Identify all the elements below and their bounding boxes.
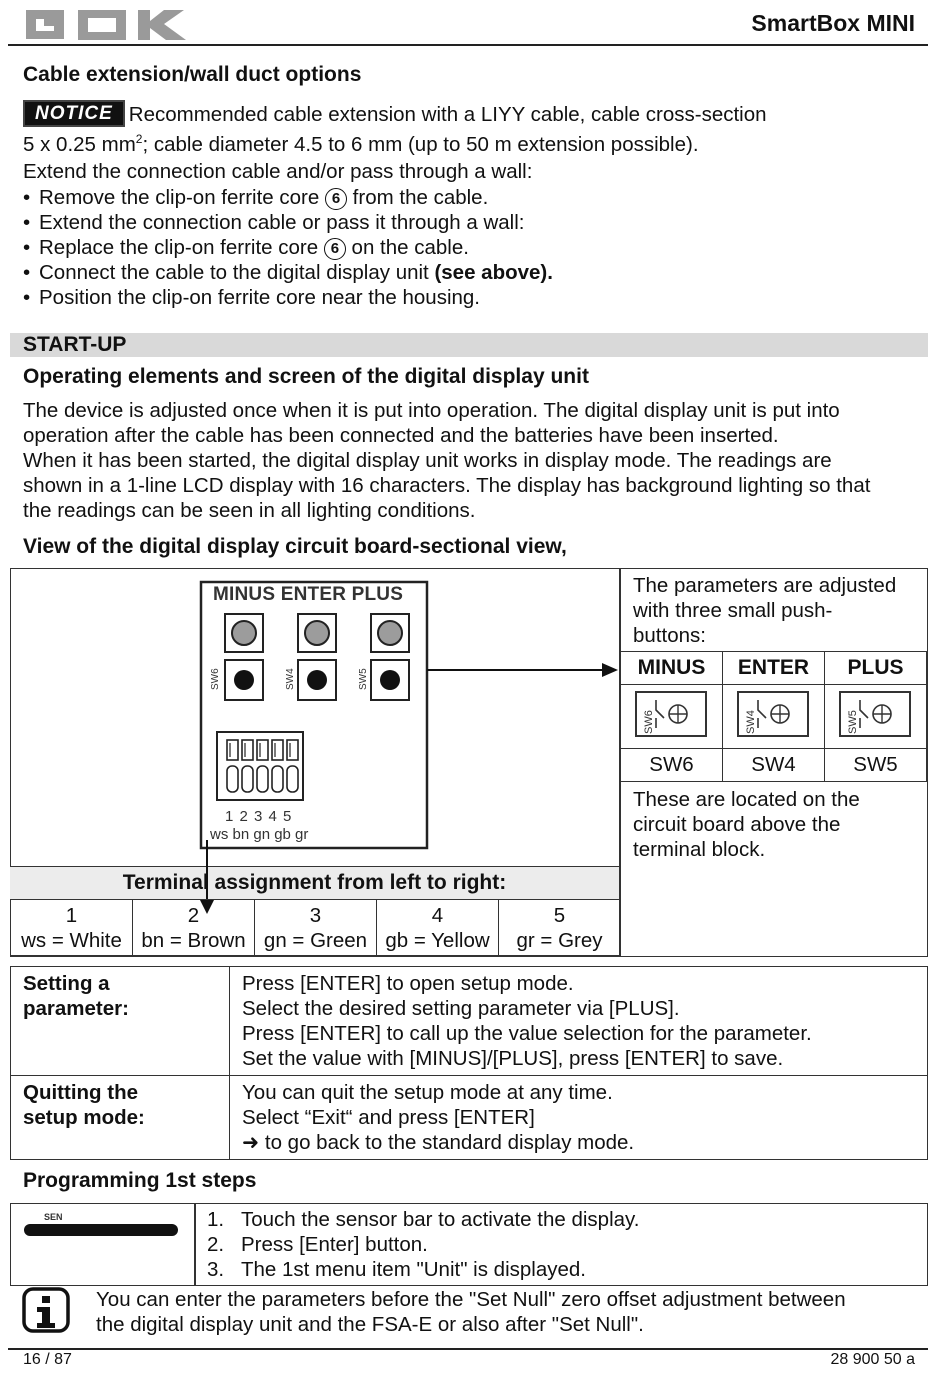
- quit-setup-steps: You can quit the setup mode at any time. Select “Exit“ and press [ENTER] ➜ to go back to the standard display mode.: [230, 1076, 928, 1160]
- startup-paragraph: The device is adjusted once when it is put into operation. The digital display unit is put into operation after the cable has been connected and the batteries have been inserted. When it has been started, the digital display unit works in display mode. The readings are shown in a 1-line LCD display with 16 characters. The display has background lighting so that the readings can be seen in all lighting conditions.: [23, 399, 871, 522]
- circuit-board-drawing: [12, 570, 618, 866]
- header-rule: [8, 44, 928, 46]
- params-location: These are located on the circuit board above the terminal block.: [633, 788, 860, 861]
- notice-paragraph: [23, 100, 767, 157]
- params-intro: The parameters are adjusted with three small push- buttons:: [633, 574, 897, 647]
- svg-text:SW5: SW5: [846, 710, 859, 734]
- switch-sw5-icon: [825, 685, 927, 749]
- pushbutton-table: [620, 651, 927, 782]
- notice-sup: 2: [135, 132, 143, 146]
- sw-name: SW4: [723, 749, 825, 782]
- gok-logo: [22, 8, 200, 42]
- list-item: • Replace the clip-on ferrite core 6 on the cable.: [21, 235, 553, 260]
- document-title: SmartBox MINI: [751, 10, 915, 36]
- terminal-cell: 4 gb = Yellow: [377, 900, 499, 956]
- cable-intro: Extend the connection cable and/or pass through a wall:: [23, 160, 533, 183]
- board-sw5-label: SW5: [358, 668, 369, 690]
- switch-sw6-icon: [621, 685, 723, 749]
- terminal-table: [10, 899, 621, 956]
- switch-sw4-icon: [723, 685, 825, 749]
- terminal-cell: 2 bn = Brown: [133, 900, 255, 956]
- terminal-cell: 1 ws = White: [11, 900, 133, 956]
- programming-steps: 1. Touch the sensor bar to activate the display. 2. Press [Enter] button. 3. The 1st menu item "Unit" is displayed.: [207, 1208, 640, 1281]
- notice-text-1: Recommended cable extension with a LIYY cable, cable cross-section: [128, 103, 767, 126]
- quit-setup-label: Quitting the setup mode:: [11, 1076, 230, 1160]
- board-button-labels: MINUS ENTER PLUS: [213, 584, 404, 605]
- list-item: • Extend the connection cable or pass it through a wall:: [21, 210, 553, 235]
- footer-rule: [8, 1348, 928, 1350]
- setup-table: [10, 966, 928, 1160]
- sensor-bar-icon: [24, 1224, 178, 1236]
- list-item: • Connect the cable to the digital display unit (see above).: [21, 260, 553, 285]
- col-plus: PLUS: [825, 652, 927, 685]
- startup-bar: START-UP: [10, 333, 928, 357]
- terminal-heading: Terminal assignment from left to right:: [122, 871, 507, 894]
- board-sw4-label: SW4: [285, 668, 296, 690]
- programming-divider: [194, 1203, 196, 1286]
- sw-name: SW5: [825, 749, 927, 782]
- cable-steps-list: [21, 185, 553, 310]
- notice-badge: NOTICE: [23, 100, 125, 127]
- callout-6-icon: 6: [325, 188, 347, 210]
- view-heading: View of the digital display circuit board-sectional view,: [23, 535, 567, 558]
- terminal-heading-bar: [10, 866, 619, 900]
- setting-parameter-label: Setting a parameter:: [11, 967, 230, 1076]
- svg-text:SW4: SW4: [744, 710, 757, 734]
- page-number: 16 / 87: [23, 1351, 72, 1368]
- sw-name: SW6: [621, 749, 723, 782]
- arrow-right-icon: ➜: [242, 1131, 260, 1154]
- col-enter: ENTER: [723, 652, 825, 685]
- notice-text-2a: 5 x 0.25 mm: [23, 132, 136, 156]
- svg-text:SW6: SW6: [642, 710, 655, 734]
- info-note: You can enter the parameters before the "Set Null" zero offset adjustment between the digital display unit and the FSA-E or also after "Set Null".: [96, 1288, 846, 1336]
- info-icon: [22, 1287, 70, 1333]
- startup-heading: Operating elements and screen of the digital display unit: [23, 365, 589, 388]
- terminal-cell: 3 gn = Green: [255, 900, 377, 956]
- col-minus: MINUS: [621, 652, 723, 685]
- board-terminal-numbers: 1 2 3 4 5: [225, 808, 293, 825]
- list-item: • Position the clip-on ferrite core near the housing.: [21, 285, 553, 310]
- list-item: • Remove the clip-on ferrite core 6 from the cable.: [21, 185, 553, 210]
- terminal-cell: 5 gr = Grey: [499, 900, 621, 956]
- notice-text-2b: ; cable diameter 4.5 to 6 mm (up to 50 m extension possible).: [142, 132, 699, 156]
- document-number: 28 900 50 a: [830, 1351, 915, 1368]
- callout-6-icon: 6: [324, 238, 346, 260]
- setting-parameter-steps: Press [ENTER] to open setup mode. Select the desired setting parameter via [PLUS]. Press [ENTER] to call up the value selection for the parameter. Set the value with [MINUS]/[PLUS], press [ENTER] to save.: [230, 967, 928, 1076]
- board-terminal-codes: ws bn gn gb gr: [210, 826, 309, 843]
- board-sw6-label: SW6: [210, 668, 221, 690]
- programming-heading: Programming 1st steps: [23, 1169, 257, 1192]
- sensor-bar-label: SEN: [44, 1212, 63, 1222]
- cable-heading: Cable extension/wall duct options: [23, 63, 362, 86]
